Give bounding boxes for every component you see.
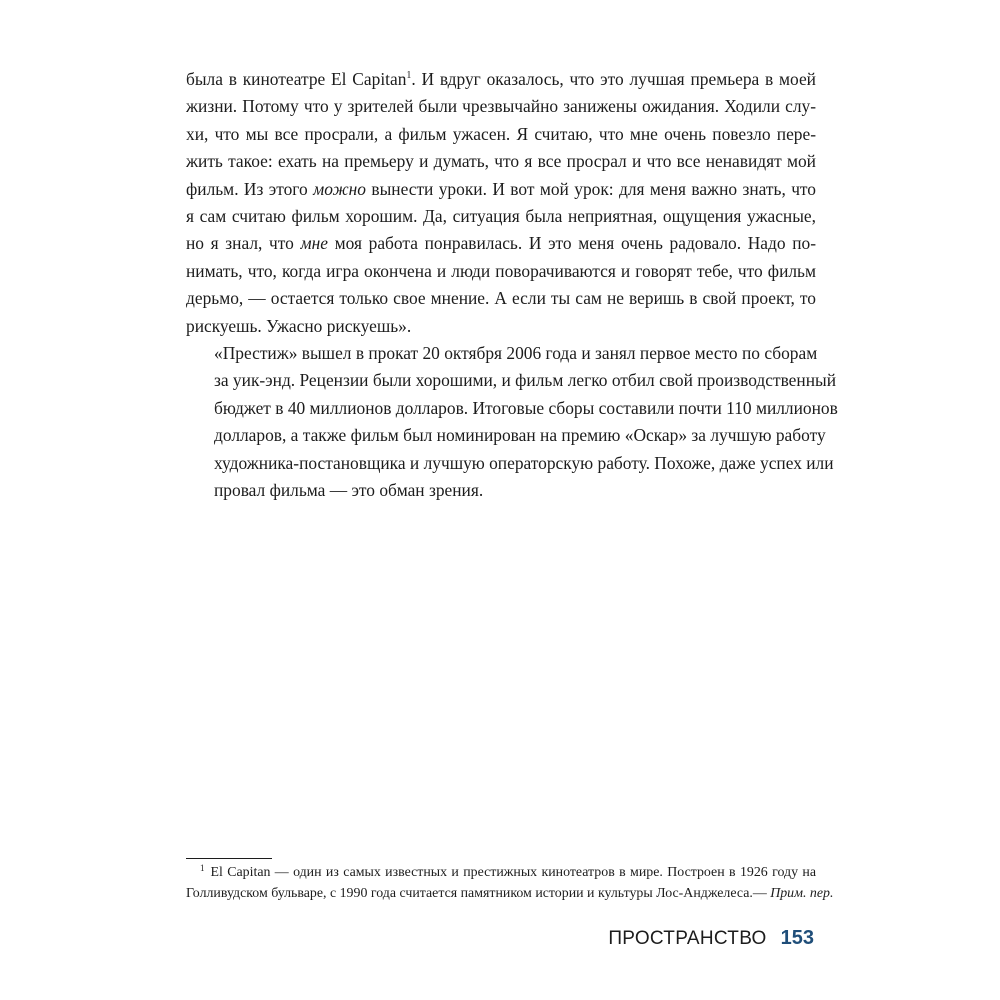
text-line <box>186 176 816 203</box>
footnote-line <box>186 862 816 883</box>
text-span: . И вдруг оказалось, что это лучшая премьера в моей <box>411 69 816 89</box>
text-span: была в кинотеатре El Capitan <box>186 69 407 89</box>
text-line <box>186 66 816 93</box>
main-text <box>186 66 838 505</box>
text-line: дерьмо, — остается только свое мнение. А если ты сам не веришь в свой проект, то <box>186 288 816 309</box>
text-line: за уик-энд. Рецензии были хорошими, и фильм легко отбил свой производственный <box>214 370 837 391</box>
running-footer <box>608 927 814 950</box>
paragraph-1 <box>186 66 816 340</box>
page-number: 153 <box>780 927 814 949</box>
text-line: я сам считаю фильм хорошим. Да, ситуация была неприятная, ощущения ужасные, <box>186 206 816 227</box>
footnote-text: Голливудском бульваре, с 1990 года считается памятником истории и культуры Лос-Анджелеса.— <box>186 886 771 901</box>
translator-note: Прим. пер. <box>770 886 834 901</box>
text-line: хи, что мы все просрали, а фильм ужасен. Я считаю, что мне очень повезло пере- <box>186 123 816 144</box>
text-line: долларов, а также фильм был номинирован на премию «Оскар» за лучшую работу <box>214 425 826 446</box>
text-span: но я знал, что <box>186 233 301 254</box>
footnote-divider <box>186 858 272 859</box>
section-title: ПРОСТРАНСТВО <box>608 928 767 949</box>
footnote-text: El Capitan — один из самых известных и престижных кинотеатров в мире. Построен в 1926 году на <box>210 865 816 880</box>
paragraph-2 <box>186 340 838 504</box>
text-line: художника-постановщика и лучшую операторскую работу. Похоже, даже успех или <box>214 452 834 473</box>
text-line: провал фильма — это обман зрения. <box>214 480 484 501</box>
text-span: вынести уроки. И вот мой урок: для меня важно знать, что <box>365 178 817 199</box>
text-line: «Престиж» вышел в прокат 20 октября 2006 года и занял первое место по сборам <box>214 343 818 364</box>
text-span: фильм. Из этого <box>186 178 314 199</box>
text-line: нимать, что, когда игра окончена и люди поворачиваются и говорят тебе, что фильм <box>186 260 816 281</box>
text-span: моя работа понравилась. И это меня очень радовало. Надо по- <box>327 233 817 254</box>
emphasis: мне <box>300 233 328 254</box>
text-line <box>186 230 816 257</box>
emphasis: можно <box>313 178 366 199</box>
footnote-reference: 1 <box>406 70 412 81</box>
text-line: рискуешь. Ужасно рискуешь». <box>186 315 412 336</box>
footnote-number: 1 <box>200 863 205 873</box>
footnote <box>186 862 834 904</box>
text-line: жить такое: ехать на премьеру и думать, что я все просрал и что все ненавидят мой <box>186 151 816 172</box>
footnote-line <box>186 883 834 904</box>
text-line: жизни. Потому что у зрителей были чрезвычайно занижены ожидания. Ходили слу- <box>186 96 816 117</box>
text-line: бюджет в 40 миллионов долларов. Итоговые сборы составили почти 110 миллионов <box>214 397 838 418</box>
